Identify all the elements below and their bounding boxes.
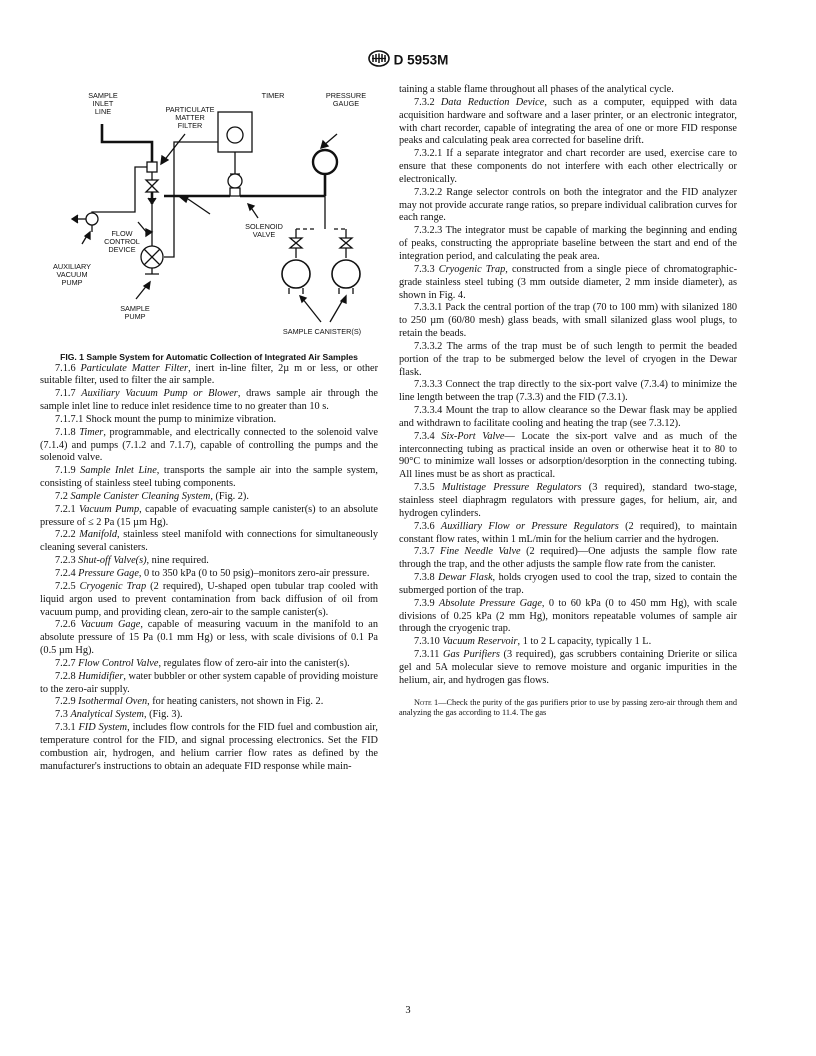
section-title: Six-Port Valve: [441, 430, 505, 442]
section-7-3-3-2: [399, 341, 737, 380]
section-title: Isothermal Oven: [78, 696, 148, 708]
section-text: The arms of the trap must be of such length to permit the beaded portion of the trap to be submerged below the level of cryogen in the Dewar flask.: [399, 340, 737, 378]
section-7-2-2: [40, 529, 378, 555]
section-number: 7.1.7.1: [55, 413, 84, 425]
section-number: 7.1.6: [55, 362, 76, 374]
section-7-3-3-4: [399, 405, 737, 431]
section-7-3-6: [399, 521, 737, 547]
section-number: 7.3.2.1: [414, 148, 443, 160]
section-title: Cryogenic Trap: [79, 580, 147, 592]
label-sample-inlet-3: LINE: [94, 107, 112, 116]
section-text: (3 required), standard two-stage, stainless steel diaphragm regulators with pressure gages, for helium, air, and hydrogen cylinders.: [399, 482, 737, 519]
section-7-2-3: [40, 555, 378, 568]
label-aux-pump-2: VACUUM: [56, 270, 88, 279]
section-7-3-9: [399, 598, 737, 637]
section-7-2-8: [40, 671, 378, 697]
section-7-1-7-1: [40, 414, 378, 427]
note-1: [399, 698, 737, 719]
section-text: (2 required), to maintain constant flow rates, within 1 mL/min for the helium carrier and the hydrogen.: [399, 520, 737, 545]
section-text: (3 required), gas scrubbers containing Drierite or silica gel and 5A molecular sieve to remove moisture and organic impurities in the helium, air, and hydrogen gas flows.: [399, 649, 738, 686]
section-7-3-1: [40, 722, 378, 773]
label-sample-pump-1: SAMPLE: [120, 304, 150, 313]
section-title: Absolute Pressure Gage: [438, 597, 542, 609]
section-title: Vacuum Reservoir: [442, 636, 518, 648]
section-number: 7.1.7: [55, 388, 76, 400]
section-7-3: [40, 709, 378, 722]
section-number: 7.3.7: [414, 546, 435, 558]
section-title: Humidifier: [78, 670, 124, 682]
section-7-1-9: [40, 465, 378, 491]
section-7-1-7: [40, 388, 378, 414]
label-timer: TIMER: [261, 91, 285, 100]
section-number: 7.3.10: [414, 636, 440, 648]
section-7-3-2: [399, 97, 737, 148]
astm-logo-icon: [368, 50, 390, 70]
section-title: Dewar Flask: [438, 572, 493, 584]
section-7-3-3-3: [399, 379, 737, 405]
section-number: 7.3.11: [414, 649, 440, 661]
section-number: 7.2.3: [55, 555, 76, 567]
section-title: Cryogenic Trap: [438, 263, 506, 275]
section-number: 7.3.4: [414, 430, 435, 442]
section-title: Particulate Matter Filter: [80, 362, 189, 374]
section-7-2-5: [40, 581, 378, 620]
section-text: , constructed from a single piece of chromatographic-grade stainless steel tubing (3 mm outside diameter, 2 mm inside diameter), as shown in Fig. 4.: [399, 263, 738, 301]
section-7-2-4: [40, 568, 378, 581]
section-text: , such as a computer, equipped with data acquisition hardware and software and a laser printer, or an electronic integrator, with chart recorder, capable of integrating the area of one or more FID response peaks and calculating peak area corrected for baseline drift.: [399, 96, 737, 147]
label-pressure-gauge-2: GAUGE: [332, 99, 360, 108]
section-title: Analytical System: [70, 709, 144, 721]
section-text: , draws sample air through the sample inlet line to reduce inlet residence time to no greater than 10 s.: [40, 388, 379, 413]
section-number: 7.2.5: [55, 580, 76, 592]
section-number: 7.3.8: [414, 572, 435, 584]
section-text: , programmable, and electrically connected to the solenoid valve (7.1.4) and pumps (7.1.2 and 7.1.7), capable of controlling the pumps and the solenoid valve.: [40, 426, 378, 464]
label-sample-pump-2: PUMP: [124, 312, 146, 321]
section-title: Vacuum Gage: [80, 619, 141, 631]
section-text: Range selector controls on both the integrator and the FID analyzer may not provide accurate range ratios, so prepare individual calibration curves for each range.: [399, 186, 737, 224]
section-7-3-8: [399, 572, 737, 598]
label-aux-pump-3: PUMP: [61, 278, 83, 287]
section-title: Data Reduction Device: [440, 96, 545, 108]
section-number: 7.2.1: [55, 503, 76, 515]
figure-1: [40, 84, 378, 352]
section-text: If a separate integrator and chart recorder are used, exercise care to ensure that these components do not interfere with each other electrically or electronically.: [399, 148, 737, 185]
section-title: Sample Canister Cleaning System: [70, 490, 211, 502]
section-text: , 1 to 2 L capacity, typically 1 L.: [517, 636, 652, 648]
section-number: 7.3.1: [55, 722, 76, 734]
label-sample-inlet-1: SAMPLE: [88, 91, 118, 100]
section-7-3-2-2: [399, 187, 737, 226]
section-title: Flow Control Valve: [78, 657, 159, 669]
page-header: [0, 50, 816, 70]
section-text: The integrator must be capable of marking the beginning and ending of peaks, constructing the appropriate baseline between the start and end of the integration period, and calculating the peak area.: [399, 225, 737, 262]
section-title: Timer: [79, 426, 104, 438]
section-7-3-2-1: [399, 148, 737, 187]
label-solenoid-2: VALVE: [252, 230, 276, 239]
section-text: , (Fig. 2).: [210, 490, 249, 502]
section-number: 7.2.8: [55, 670, 76, 682]
section-7-2-9: [40, 696, 378, 709]
note-label: Note 1: [414, 697, 439, 707]
section-title: Auxiliary Vacuum Pump or Blower: [81, 388, 238, 400]
section-number: 7.2.4: [55, 568, 76, 579]
section-number: 7.3: [55, 709, 68, 721]
section-text: , inert in-line filter, 2µ m or less, or other suitable filter, used to filter the air sample.: [40, 362, 378, 387]
section-7-3-7: [399, 546, 737, 572]
left-column: [40, 84, 378, 774]
section-title: Manifold: [79, 529, 118, 541]
section-7-3-4: [399, 431, 737, 482]
section-7-3-11: [399, 649, 737, 688]
section-7-3-10: [399, 636, 737, 649]
right-column: [399, 84, 737, 718]
section-text: , capable of evacuating sample canister(s) to an absolute pressure of ≤ 2 Pa (15 µm Hg).: [40, 503, 378, 528]
label-filter-3: FILTER: [177, 121, 203, 130]
section-text: (2 required)—One adjusts the sample flow rate through the trap, and the other adjusts the sample flow rate from the canister.: [399, 546, 738, 571]
section-text: (2 required), U-shaped open tubular trap cooled with liquid argon used to prevent contamination from back diffusion of oil from vacuum pump, and providing clean, zero-air to the sample canister(s).: [40, 580, 378, 618]
section-title: Vacuum Pump: [79, 503, 140, 515]
section-number: 7.3.9: [414, 597, 435, 609]
section-number: 7.2: [55, 490, 68, 502]
section-title: FID System: [78, 722, 128, 734]
section-number: 7.2.9: [55, 696, 76, 708]
label-flow-control-3: DEVICE: [108, 245, 136, 254]
section-number: 7.1.8: [55, 426, 76, 438]
section-text: , 0 to 350 kPa (0 to 50 psig)–monitors zero-air pressure.: [138, 568, 370, 579]
section-7-1-6: [40, 363, 378, 389]
sample-system-diagram: [40, 84, 378, 352]
section-number: 7.2.6: [55, 619, 76, 631]
section-text: Connect the trap directly to the six-port valve (7.3.4) to minimize the line length between the trap (7.3.3) and the FID (7.3.1).: [399, 379, 737, 404]
section-text: Pack the central portion of the trap (70 to 100 mm) with silanized 180 to 250 µm (60/80 mesh) glass beads, with small silanized glass wool plugs, to retain the beads.: [399, 302, 737, 340]
section-7-3-3: [399, 264, 737, 303]
section-title: Shut-off Valve(s): [78, 555, 147, 567]
section-text: , capable of measuring vacuum in the manifold to an absolute pressure of 15 Pa (0.1 mm Hg) or less, with scale divisions of 0.1 Pa (0.5 µm Hg).: [40, 619, 378, 657]
section-title: Gas Purifiers: [443, 649, 500, 661]
right-paragraphs: [399, 97, 737, 688]
section-number: 7.3.5: [414, 482, 435, 494]
section-title: Auxilliary Flow or Pressure Regulators: [440, 520, 619, 532]
section-7-3-3-1: [399, 302, 737, 341]
section-text: , transports the sample air into the sample system, consisting of stainless steel tubing components.: [40, 465, 379, 490]
label-flow-control-2: CONTROL: [104, 237, 140, 246]
section-text: , regulates flow of zero-air into the canister(s).: [158, 657, 350, 669]
section-7-1-8: [40, 427, 378, 466]
continuation-text: taining a stable flame throughout all phases of the analytical cycle.: [399, 84, 674, 95]
section-number: 7.2.2: [55, 529, 76, 541]
label-pressure-gauge-1: PRESSURE: [325, 91, 367, 100]
section-text: , includes flow controls for the FID fuel and combustion air, temperature control for the FID, and signal processing electronics. Set the FID combustion air, hydrogen, and helium carrier flow rates as defined by the manufacturer's instructions to obtain an adequate FID response while main-: [40, 722, 379, 772]
section-7-2: [40, 491, 378, 504]
figure-caption: FIG. 1 Sample System for Automatic Collection of Integrated Air Samples: [60, 352, 358, 362]
section-text: — Locate the six-port valve and as much of the interconnecting tubing as practical inside an oven or otherwise heat it to 80 to 90°C to minimize wall losses or adsorption/desorption in the connecting tubing. All lines must be as short as practical.: [399, 430, 738, 481]
label-filter-1: PARTICULATE: [165, 105, 215, 114]
section-text: , 0 to 60 kPa (0 to 450 mm Hg), with scale divisions of 0.25 kPa (2 mm Hg), monitors repeatable volumes of sample air through the cryogenic trap.: [399, 597, 737, 635]
section-text: , stainless steel manifold with connections for simultaneously cleaning several canisters.: [40, 529, 379, 554]
left-paragraphs: [40, 363, 378, 774]
note-text: —Check the purity of the gas purifiers prior to use by passing zero-air through them and analyzing the gas according to 11.4. The gas: [399, 697, 737, 718]
section-number: 7.3.6: [414, 520, 435, 532]
section-text: , holds cryogen used to cool the trap, sized to contain the submerged portion of the trap.: [399, 572, 737, 596]
section-text: , water bubbler or other system capable of providing moisture to the zero-air supply.: [40, 670, 378, 695]
section-number: 7.3.3.2: [414, 340, 443, 352]
label-sample-canisters: SAMPLE CANISTER(S): [282, 327, 362, 336]
section-7-2-1: [40, 504, 378, 530]
section-number: 7.1.9: [55, 465, 76, 477]
page-number: 3: [405, 1005, 411, 1016]
section-number: 7.3.3.3: [414, 379, 443, 391]
document-designation: D 5953M: [393, 52, 449, 68]
section-text: , for heating canisters, not shown in Fig. 2.: [147, 696, 324, 708]
section-number: 7.3.3: [414, 263, 435, 275]
section-7-2-6: [40, 619, 378, 658]
section-text: , nine required.: [146, 555, 209, 567]
section-title: Fine Needle Valve: [440, 546, 521, 558]
label-aux-pump-1: AUXILIARY: [53, 262, 91, 271]
section-text: , (Fig. 3).: [143, 709, 183, 721]
label-sample-inlet-2: INLET: [92, 99, 114, 108]
section-number: 7.2.7: [55, 657, 76, 669]
section-7-3-2-3: [399, 225, 737, 264]
section-text: Shock mount the pump to minimize vibration.: [85, 413, 277, 425]
section-7-3-5: [399, 482, 737, 521]
section-7-2-7: [40, 658, 378, 671]
section-title: Pressure Gage: [78, 568, 139, 579]
section-number: 7.3.2.2: [414, 186, 443, 198]
label-filter-2: MATTER: [175, 113, 205, 122]
section-number: 7.3.2: [414, 96, 435, 108]
section-title: Multistage Pressure Regulators: [441, 482, 582, 494]
section-number: 7.3.3.1: [414, 302, 443, 314]
section-number: 7.3.2.3: [414, 225, 443, 237]
label-solenoid-1: SOLENOID: [245, 222, 283, 231]
section-number: 7.3.3.4: [414, 405, 443, 417]
label-flow-control-1: FLOW: [111, 229, 133, 238]
section-text: Mount the trap to allow clearance so the Dewar flask may be applied and withdrawn to facilitate cooling and heating the trap (see 7.3.12).: [399, 405, 737, 429]
section-title: Sample Inlet Line: [80, 465, 157, 477]
